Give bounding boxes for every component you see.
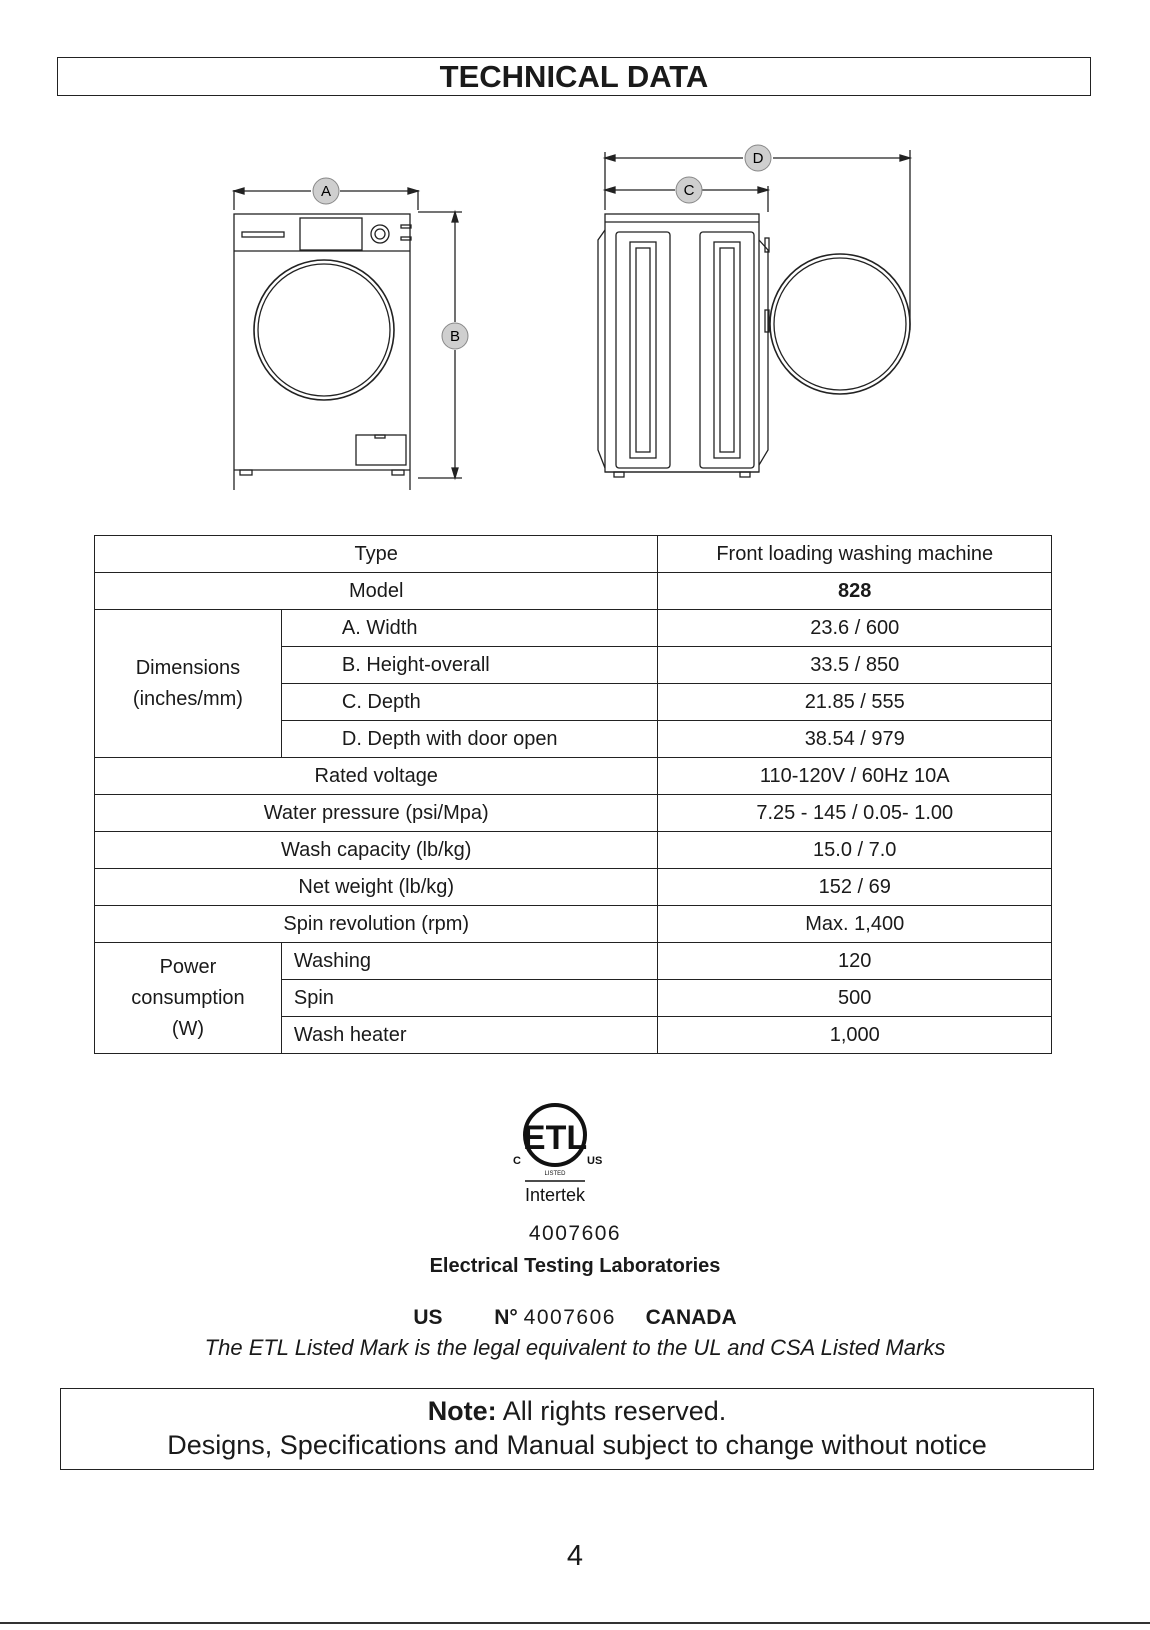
cert-canada: CANADA	[645, 1306, 737, 1329]
power-line3: (W)	[171, 1017, 205, 1040]
power-heater-value: 1,000	[658, 1017, 1052, 1054]
note-line1-wrap	[61, 1394, 1093, 1428]
title-box	[57, 57, 1091, 96]
table-row	[95, 536, 1052, 573]
note-label: Note:	[427, 1396, 497, 1426]
cert-listing-line	[0, 1306, 1150, 1330]
dim-label-c: C	[683, 182, 695, 199]
dim-width-value: 23.6 / 600	[658, 610, 1052, 647]
power-spin-value: 500	[658, 980, 1052, 1017]
table-row	[95, 832, 1052, 869]
model-value: 828	[658, 573, 1052, 610]
rated-voltage-label: Rated voltage	[95, 758, 658, 795]
dim-label-d: D	[752, 150, 764, 167]
note-box	[60, 1388, 1094, 1470]
note-line1: All rights reserved.	[502, 1396, 727, 1426]
table-row	[95, 610, 1052, 647]
dim-depth-label: C. Depth	[281, 684, 658, 721]
power-washing-value: 120	[658, 943, 1052, 980]
etl-logo-letters: ETL	[522, 1119, 588, 1157]
net-weight-value: 152 / 69	[658, 869, 1052, 906]
table-row	[95, 795, 1052, 832]
etl-logo-listed: LISTED	[544, 1171, 566, 1177]
dimensions-line1: Dimensions	[135, 656, 241, 679]
spin-revolution-value: Max. 1,400	[658, 906, 1052, 943]
dimensions-group	[95, 610, 282, 758]
intertek-brand: Intertek	[524, 1185, 586, 1205]
table-row	[95, 573, 1052, 610]
water-pressure-label: Water pressure (psi/Mpa)	[95, 795, 658, 832]
etl-listed-logo	[505, 1098, 605, 1208]
table-row	[95, 758, 1052, 795]
dim-depth-value: 21.85 / 555	[658, 684, 1052, 721]
spin-revolution-label: Spin revolution (rpm)	[95, 906, 658, 943]
note-line2: Designs, Specifications and Manual subject to change without notice	[167, 1430, 987, 1460]
cert-us: US	[413, 1306, 443, 1329]
dim-depth-open-value: 38.54 / 979	[658, 721, 1052, 758]
type-label: Type	[95, 536, 658, 573]
etl-logo-us: US	[587, 1155, 603, 1167]
dim-label-a: A	[320, 183, 332, 200]
table-row	[95, 943, 1052, 980]
net-weight-label: Net weight (lb/kg)	[95, 869, 658, 906]
dim-label-b: B	[449, 328, 461, 345]
table-row	[95, 869, 1052, 906]
cert-legal-note: The ETL Listed Mark is the legal equivalent to the UL and CSA Listed Marks	[204, 1335, 946, 1360]
wash-capacity-label: Wash capacity (lb/kg)	[95, 832, 658, 869]
power-spin-label: Spin	[281, 980, 658, 1017]
power-heater-label: Wash heater	[281, 1017, 658, 1054]
cert-no: N°	[494, 1306, 518, 1329]
power-line1: Power	[159, 955, 217, 978]
dimensions-line2: (inches/mm)	[132, 687, 243, 710]
water-pressure-value: 7.25 - 145 / 0.05- 1.00	[658, 795, 1052, 832]
dim-height-label: B. Height-overall	[281, 647, 658, 684]
rated-voltage-value: 110-120V / 60Hz 10A	[658, 758, 1052, 795]
cert-no-number: 4007606	[523, 1306, 616, 1329]
type-value: Front loading washing machine	[658, 536, 1052, 573]
dim-width-label: A. Width	[281, 610, 658, 647]
spec-table	[94, 535, 1052, 1054]
power-washing-label: Washing	[281, 943, 658, 980]
page-number: 4	[566, 1540, 584, 1572]
table-row	[95, 906, 1052, 943]
etl-logo-c: C	[513, 1155, 521, 1167]
wash-capacity-value: 15.0 / 7.0	[658, 832, 1052, 869]
dim-height-value: 33.5 / 850	[658, 647, 1052, 684]
washer-dimension-drawing	[0, 130, 1150, 490]
cert-lab-name: Electrical Testing Laboratories	[429, 1255, 721, 1277]
cert-number: 4007606	[528, 1222, 622, 1245]
model-label: Model	[95, 573, 658, 610]
bottom-rule	[0, 1622, 1150, 1624]
power-group	[95, 943, 282, 1054]
dim-depth-open-label: D. Depth with door open	[281, 721, 658, 758]
front-view	[234, 188, 462, 490]
side-view	[598, 150, 910, 477]
page-title: TECHNICAL DATA	[439, 59, 709, 94]
power-line2: consumption	[131, 986, 245, 1009]
